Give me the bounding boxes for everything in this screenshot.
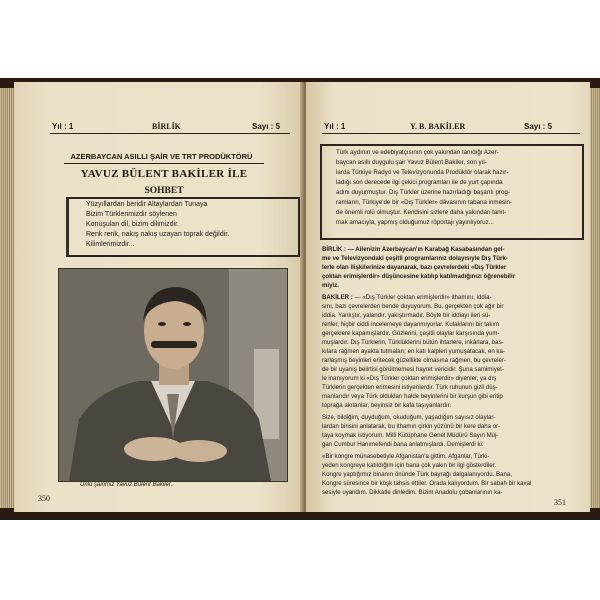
left-page	[14, 82, 304, 512]
right-header-rule	[322, 133, 580, 134]
intro-box	[320, 144, 584, 240]
answer-label: BAKİLER :	[322, 294, 353, 301]
answer-line: renler, hiçbir ciddi incelemeye dayanmıyorlar. Kulaklarını bir takım	[322, 321, 500, 328]
supertitle-rule	[64, 163, 264, 164]
question-line: çoktan erimişlerdir» düşüncesine katılıp katılmadığınızı öğrenebilir	[322, 273, 516, 280]
portrait-photo	[58, 268, 288, 482]
question-line-1	[322, 246, 505, 253]
portrait-illustration	[59, 269, 287, 481]
paragraph-line: lardan birisini anlatarak, bu ithamın çirkin yüzünü bir kere daha or-	[322, 423, 501, 430]
left-header-journal: BİRLİK	[152, 122, 181, 131]
intro-line: ramların, Türkiye'de bir «Dış Türkler» dâvasının tabana inmesin-	[336, 199, 512, 206]
question-label: BİRLİK :	[322, 246, 347, 253]
paragraph-line: yeden kongreye katıldığım için bana çok yakın bir ilgi gösterdiler.	[322, 462, 497, 469]
answer-text: — «Dış Türkler çoktan erimişlerdir» ithamını, iddia-	[354, 294, 492, 301]
right-page-edges	[590, 88, 600, 508]
paragraph-line: Size, bildiğim, duyduğum, okuduğum, yaşadığım sayısız olaylar-	[322, 414, 496, 421]
intro-line: larda Türkiye Radyo ve Televizyonunda Prodüktör olarak hazır-	[336, 169, 509, 176]
supertitle: AZERBAYCAN ASILLI ŞAİR VE TRT PRODÜKTÖRÜ	[70, 152, 253, 161]
right-header-issue: Sayı : 5	[524, 122, 553, 131]
right-header-year: Yıl : 1	[324, 122, 346, 131]
left-header-rule	[50, 133, 290, 134]
question-line: miyiz.	[322, 282, 339, 289]
answer-line: gerçeklere kapamışlardır. Gözlerini, çeşitli olaylar karşısında yum-	[322, 330, 500, 337]
intro-line: adını duyurmuştur. Dış Türkler üzerine hazırladığı başarılı prog-	[336, 189, 510, 196]
left-page-number: 350	[38, 494, 50, 503]
paragraph-line: Kongre yaptığımız binanın önünde Türk bayrağı dalgalanıyordu. Bana,	[322, 471, 512, 478]
poem-line: Bizim Türklerimizdir söylenen	[86, 211, 177, 218]
question-line: lerle olan ilişkilerinize dayanarak, bazı çevrelerdeki «Dış Türkler	[322, 264, 507, 271]
question-line: me ve Televizyondaki çeşitli programlarınız dolayısıyle Dış Türk-	[322, 255, 508, 262]
intro-line: de önemli rolü olmuştur. Kendisini sizlere daha yakından tanıt-	[336, 209, 507, 216]
answer-line-1	[322, 294, 492, 301]
paragraph-line: taya koymak istiyorum. Milli Kütüphane Genel Müdürü Sayın Müj-	[322, 432, 499, 439]
article-title: YAVUZ BÜLENT BAKİLER İLE	[80, 168, 248, 180]
answer-line: toprağa akıtanlar, beyinsiz bir kafa taşıyanlardır.	[322, 402, 452, 409]
answer-line: de bir uyanış belirtisi görülmemesi hayret vericidir. Şuna samimiyet-	[322, 366, 504, 373]
poem-line: Kilimlerimizdir...	[86, 241, 135, 248]
answer-line: muşlardır. Dış Türklerin, Türklüklerini bütün ihtarlere, inkârlara, bas-	[322, 339, 504, 346]
intro-line: Türk aydının ve edebiyatçısının çok yakından tanıdığı Azer-	[336, 149, 499, 156]
intro-line: baycan asıllı duygulu şair Yavuz Bülent Bakiler, son yıl-	[336, 159, 487, 166]
poem-line: Konuşulan dil, bizim dilimizdir.	[86, 221, 179, 228]
answer-line: iddia. Yanlıştır, yalandır, yakıştırmadır. Böyle bir iddiayı ileri sü-	[322, 312, 491, 319]
photo-caption: Ünlü şairimiz Yavuz Bülent Bakiler..	[80, 482, 174, 488]
right-page-number: 351	[554, 498, 566, 507]
left-header-year: Yıl : 1	[52, 122, 74, 131]
intro-line: mak amacıyla, yapmış olduğumuz röportajı yayınlıyoruz...	[336, 219, 494, 226]
question-text: — Ailenizin Azerbaycan'ın Karabağ Kasabasından gel-	[347, 246, 505, 253]
poem-line: Renk renk, nakış nakış uzayan toprak değildir.	[86, 231, 230, 238]
answer-line: sını, bazı çevrelerden bende duyuyorum. Bu, gerçekten çok ağır bir	[322, 303, 504, 310]
article-subtitle: SOHBET	[144, 186, 184, 196]
poem-line: Yüzyıllardan beridir Altaylardan Tunaya	[86, 201, 208, 208]
left-page-edges	[0, 88, 14, 508]
paragraph-line: sesiyle uyandım. Dikkatle dinledim. Bizim Anadolu çobanlarının ka-	[322, 489, 503, 496]
paragraph-line: «Bir kongre münasebetiyle Afganistan'a gittim. Afganlar, Türki-	[322, 453, 490, 460]
answer-line: rarlaşmış beyinleri eritecek güzellikte olmasına rağmen, bu çevreler-	[322, 357, 506, 364]
answer-line: le inanıyorum ki «Dış Türkler çoktan erimişlerdir» diyenler, ya dış	[322, 375, 497, 382]
poem-box	[66, 197, 300, 257]
answer-line: kılara rağmen ayakta tutmaları; en katı kalpleri yumuşatacak, en ka-	[322, 348, 505, 355]
paragraph-line: Kongre süresince bir köşk tahsis ettiler. Orada kalıyordum. Bir sabah bir kaval	[322, 480, 532, 487]
right-page	[306, 82, 590, 512]
right-header-author: Y. B. BAKİLER	[410, 122, 466, 131]
answer-line: Türklerin gerçekten erimesini istiyenlerdir. Türk ruhunun gizli düş-	[322, 384, 498, 391]
intro-line: ladığı son derecede ilgi çekici programları ile de yurt çapında	[336, 179, 503, 186]
left-header-issue: Sayı : 5	[252, 122, 281, 131]
paragraph-line: gan Cumbur Hanımefendi bana anlatmışlardı. Demişlerdi ki:	[322, 441, 484, 448]
answer-line: manlarıdır veya Türk oldukları halde beyinlerini bir kurşun gibi eritip	[322, 393, 503, 400]
